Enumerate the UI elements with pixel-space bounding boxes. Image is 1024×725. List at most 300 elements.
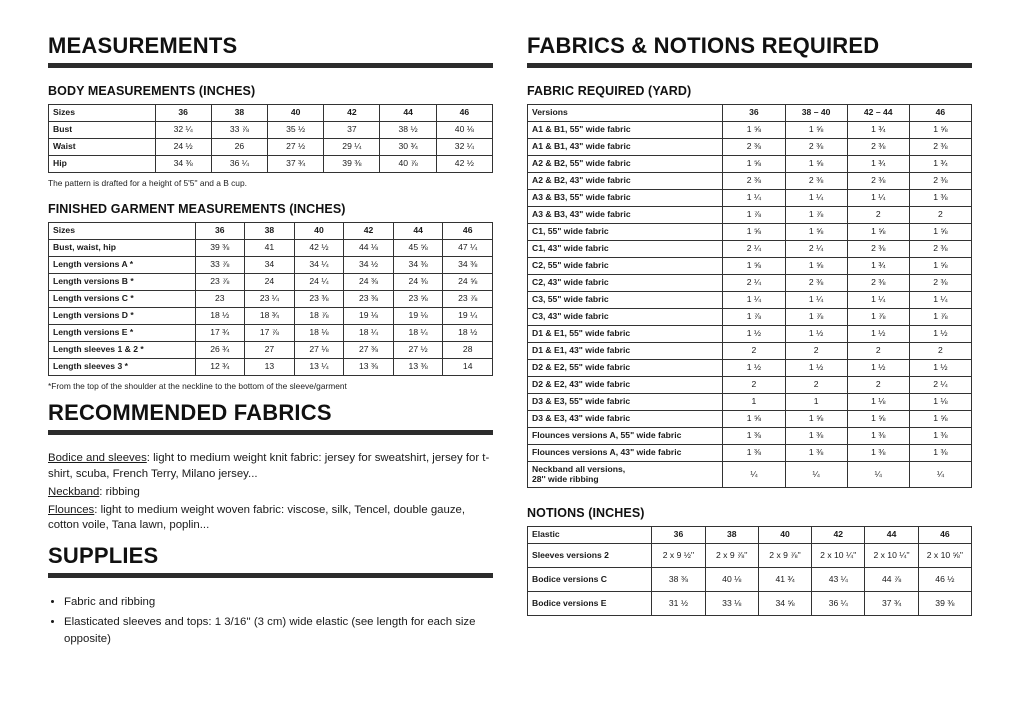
recommended-paragraph xyxy=(48,503,493,534)
cell: 17 ¾ xyxy=(195,325,245,342)
recommended-paragraph xyxy=(48,451,493,482)
recommended-paragraph xyxy=(48,485,493,501)
cell: 2 xyxy=(909,343,971,360)
cell: 23 ⅜ xyxy=(344,291,394,308)
cell: 34 ⅝ xyxy=(758,592,811,616)
column-header: 42 xyxy=(324,105,380,122)
cell: 37 xyxy=(324,122,380,139)
column-header: 36 xyxy=(723,105,785,122)
row-label: A3 & B3, 55" wide fabric xyxy=(528,190,723,207)
cell: 1 ⅝ xyxy=(723,258,785,275)
table-row xyxy=(528,360,972,377)
column-header: 42 – 44 xyxy=(847,105,909,122)
cell: 1 ⅝ xyxy=(909,411,971,428)
cell: ¼ xyxy=(785,462,847,488)
cell: 2 ⅜ xyxy=(785,275,847,292)
table-row xyxy=(528,258,972,275)
table-row xyxy=(49,156,493,173)
flounces-text: : light to medium weight woven fabric: viscose, silk, Tencel, double gauze, cotton voile, Tana lawn, poplin... xyxy=(48,503,466,532)
heading-rule xyxy=(48,63,493,68)
cell: 2 ¼ xyxy=(723,275,785,292)
cell: 30 ¾ xyxy=(380,139,436,156)
row-label: Waist xyxy=(49,139,156,156)
cell: 23 xyxy=(195,291,245,308)
cell: 41 xyxy=(245,240,295,257)
table-row xyxy=(49,122,493,139)
cell: 1 ⅝ xyxy=(847,411,909,428)
cell: 34 ¼ xyxy=(294,257,344,274)
cell: 32 ¼ xyxy=(155,122,211,139)
supplies-list xyxy=(48,594,493,647)
cell: 36 ¼ xyxy=(812,592,865,616)
cell: 13 xyxy=(245,359,295,376)
cell: 2 ⅜ xyxy=(723,139,785,156)
cell: 1 xyxy=(785,394,847,411)
table-header-row xyxy=(528,105,972,122)
cell: 2 ⅜ xyxy=(847,241,909,258)
cell: 1 ⅜ xyxy=(847,428,909,445)
column-header: Sizes xyxy=(49,105,156,122)
cell: 1 ½ xyxy=(909,360,971,377)
row-label: Flounces versions A, 43" wide fabric xyxy=(528,445,723,462)
row-label: D3 & E3, 55" wide fabric xyxy=(528,394,723,411)
right-column xyxy=(527,34,972,715)
cell: 2 ⅜ xyxy=(847,139,909,156)
list-item: • Fabric and ribbing xyxy=(64,594,493,610)
row-label: D2 & E2, 43" wide fabric xyxy=(528,377,723,394)
body-measurements-note: The pattern is drafted for a height of 5'5'' and a B cup. xyxy=(48,178,247,189)
cell: 1 ⅝ xyxy=(785,411,847,428)
cell: 27 xyxy=(245,342,295,359)
cell: 18 ⅛ xyxy=(294,325,344,342)
row-label: Neckband all versions, 28'' wide ribbing xyxy=(528,462,723,488)
table-row xyxy=(49,139,493,156)
cell: 1 ¼ xyxy=(847,292,909,309)
cell: 34 xyxy=(245,257,295,274)
row-label: Sleeves versions 2 xyxy=(528,544,652,568)
table-row xyxy=(49,291,493,308)
column-header: 46 xyxy=(436,105,492,122)
table-row xyxy=(528,592,972,616)
cell: 12 ¾ xyxy=(195,359,245,376)
cell: 2 xyxy=(785,343,847,360)
table-row xyxy=(528,462,972,488)
cell: 13 ¼ xyxy=(294,359,344,376)
cell: 1 ¼ xyxy=(909,292,971,309)
cell: 13 ⅜ xyxy=(393,359,443,376)
cell: 34 ⅜ xyxy=(155,156,211,173)
cell: 1 ½ xyxy=(847,360,909,377)
column-header: 38 xyxy=(705,527,758,544)
cell: 1 ⅝ xyxy=(909,258,971,275)
cell: 37 ¾ xyxy=(865,592,918,616)
cell: 1 ½ xyxy=(785,360,847,377)
column-header: Sizes xyxy=(49,223,196,240)
row-label: Length versions A * xyxy=(49,257,196,274)
cell: 26 ¾ xyxy=(195,342,245,359)
cell: 19 ⅛ xyxy=(344,308,394,325)
table-row xyxy=(528,224,972,241)
list-item: • Elasticated sleeves and tops: 1 3/16'' (3 cm) wide elastic (see length for each size opposite) xyxy=(64,614,493,646)
column-header: 44 xyxy=(393,223,443,240)
row-label: D1 & E1, 55" wide fabric xyxy=(528,326,723,343)
column-header: 46 xyxy=(443,223,493,240)
cell: 2 ¼ xyxy=(785,241,847,258)
finished-measurements-subheading: FINISHED GARMENT MEASUREMENTS (INCHES) xyxy=(48,202,346,217)
cell: 2 xyxy=(847,343,909,360)
row-label: C3, 55" wide fabric xyxy=(528,292,723,309)
cell: 1 ⅝ xyxy=(723,224,785,241)
cell: 1 ¼ xyxy=(723,190,785,207)
cell: 19 ⅛ xyxy=(393,308,443,325)
cell: 1 ⅞ xyxy=(785,309,847,326)
cell: 1 ¾ xyxy=(847,122,909,139)
row-label: Hip xyxy=(49,156,156,173)
row-label: Length versions E * xyxy=(49,325,196,342)
cell: 34 ⅜ xyxy=(393,257,443,274)
column-header: 40 xyxy=(268,105,324,122)
cell: 13 ⅜ xyxy=(344,359,394,376)
cell: 27 ⅛ xyxy=(294,342,344,359)
cell: 24 xyxy=(245,274,295,291)
cell: 2 x 10 ⅝'' xyxy=(918,544,971,568)
cell: 1 ⅝ xyxy=(847,224,909,241)
cell: 24 ⅝ xyxy=(443,274,493,291)
column-header: 38 xyxy=(245,223,295,240)
cell: 27 ⅜ xyxy=(344,342,394,359)
cell: 1 ½ xyxy=(785,326,847,343)
cell: 26 xyxy=(211,139,267,156)
cell: 27 ½ xyxy=(268,139,324,156)
cell: 2 x 9 ⅞'' xyxy=(758,544,811,568)
column-header: 36 xyxy=(652,527,705,544)
cell: 23 ⅞ xyxy=(195,274,245,291)
row-label: C3, 43" wide fabric xyxy=(528,309,723,326)
table-header-row xyxy=(49,223,493,240)
column-header: 44 xyxy=(865,527,918,544)
cell: ¼ xyxy=(847,462,909,488)
cell: 34 ⅜ xyxy=(443,257,493,274)
cell: 1 ⅝ xyxy=(723,122,785,139)
cell: 2 xyxy=(723,343,785,360)
cell: 2 ⅜ xyxy=(785,139,847,156)
cell: 2 xyxy=(847,207,909,224)
finished-measurements-note: *From the top of the shoulder at the neckline to the bottom of the sleeve/garment xyxy=(48,381,347,392)
cell: 1 ⅝ xyxy=(785,224,847,241)
cell: 1 ⅜ xyxy=(723,428,785,445)
row-label: A2 & B2, 43" wide fabric xyxy=(528,173,723,190)
cell: 27 ½ xyxy=(393,342,443,359)
row-label: Length versions B * xyxy=(49,274,196,291)
column-header: 44 xyxy=(380,105,436,122)
cell: 1 ⅜ xyxy=(785,445,847,462)
row-label: D3 & E3, 43" wide fabric xyxy=(528,411,723,428)
table-row xyxy=(49,308,493,325)
row-label: D2 & E2, 55" wide fabric xyxy=(528,360,723,377)
cell: 1 ½ xyxy=(909,326,971,343)
cell: 2 ⅜ xyxy=(909,275,971,292)
table-row xyxy=(49,325,493,342)
cell: 2 xyxy=(785,377,847,394)
measurements-heading: MEASUREMENTS xyxy=(48,33,238,58)
table-row xyxy=(528,173,972,190)
cell: 31 ½ xyxy=(652,592,705,616)
cell: 1 ⅞ xyxy=(723,309,785,326)
cell: 23 ⅝ xyxy=(393,291,443,308)
row-label: Bodice versions E xyxy=(528,592,652,616)
table-header-row xyxy=(49,105,493,122)
cell: 1 xyxy=(723,394,785,411)
cell: 1 ⅜ xyxy=(909,190,971,207)
cell: 2 ⅜ xyxy=(847,173,909,190)
row-label: C1, 43" wide fabric xyxy=(528,241,723,258)
heading-rule xyxy=(527,63,972,68)
cell: 17 ⅞ xyxy=(245,325,295,342)
table-row xyxy=(528,275,972,292)
cell: 1 ⅜ xyxy=(847,445,909,462)
cell: 1 ⅝ xyxy=(785,122,847,139)
cell: 39 ⅜ xyxy=(324,156,380,173)
cell: 18 ½ xyxy=(195,308,245,325)
cell: 1 ½ xyxy=(847,326,909,343)
row-label: Bodice versions C xyxy=(528,568,652,592)
cell: 1 ½ xyxy=(723,360,785,377)
table-row xyxy=(528,377,972,394)
fabric-required-table xyxy=(527,104,972,488)
table-row xyxy=(528,292,972,309)
cell: 46 ½ xyxy=(918,568,971,592)
table-row xyxy=(49,257,493,274)
cell: 1 ⅞ xyxy=(909,309,971,326)
table-row xyxy=(528,326,972,343)
cell: 18 ⅞ xyxy=(294,308,344,325)
cell: 2 xyxy=(909,207,971,224)
table-row xyxy=(528,544,972,568)
cell: 18 ½ xyxy=(443,325,493,342)
cell: ¼ xyxy=(723,462,785,488)
column-header: 42 xyxy=(344,223,394,240)
cell: 18 ¾ xyxy=(245,308,295,325)
neckband-text: : ribbing xyxy=(99,485,140,498)
table-row xyxy=(528,241,972,258)
cell: 2 ⅜ xyxy=(909,241,971,258)
cell: 1 ⅝ xyxy=(723,411,785,428)
cell: 33 ⅞ xyxy=(195,257,245,274)
table-row xyxy=(49,342,493,359)
row-label: A2 & B2, 55" wide fabric xyxy=(528,156,723,173)
table-row xyxy=(49,274,493,291)
cell: 2 ⅜ xyxy=(909,173,971,190)
row-label: Length versions C * xyxy=(49,291,196,308)
cell: 1 ¼ xyxy=(785,190,847,207)
table-row xyxy=(528,190,972,207)
neckband-label: Neckband xyxy=(48,485,100,498)
row-label: A1 & B1, 43" wide fabric xyxy=(528,139,723,156)
cell: 39 ⅜ xyxy=(195,240,245,257)
cell: 24 ½ xyxy=(155,139,211,156)
cell: 40 ⅛ xyxy=(436,122,492,139)
cell: 44 ⅞ xyxy=(865,568,918,592)
cell: 1 ⅝ xyxy=(785,156,847,173)
table-row xyxy=(528,394,972,411)
cell: 1 ⅝ xyxy=(909,122,971,139)
cell: 28 xyxy=(443,342,493,359)
table-row xyxy=(528,122,972,139)
column-header: 46 xyxy=(909,105,971,122)
table-row xyxy=(528,428,972,445)
cell: 2 x 10 ¼'' xyxy=(865,544,918,568)
row-label: A3 & B3, 43" wide fabric xyxy=(528,207,723,224)
finished-measurements-table xyxy=(48,222,493,376)
row-label: C2, 55" wide fabric xyxy=(528,258,723,275)
cell: 23 ¼ xyxy=(245,291,295,308)
cell: 2 ¼ xyxy=(723,241,785,258)
cell: 2 ⅜ xyxy=(723,173,785,190)
bodice-sleeves-label: Bodice and sleeves xyxy=(48,452,147,465)
cell: 1 ⅛ xyxy=(909,394,971,411)
cell: 1 ¾ xyxy=(909,156,971,173)
flounces-label: Flounces xyxy=(48,503,95,516)
cell: 14 xyxy=(443,359,493,376)
cell: 29 ¼ xyxy=(324,139,380,156)
cell: 39 ⅜ xyxy=(918,592,971,616)
table-row xyxy=(528,156,972,173)
cell: 38 ½ xyxy=(380,122,436,139)
table-row xyxy=(528,343,972,360)
cell: 23 ⅜ xyxy=(294,291,344,308)
column-header: 40 xyxy=(294,223,344,240)
cell: 1 ⅞ xyxy=(723,207,785,224)
row-label: D1 & E1, 43" wide fabric xyxy=(528,343,723,360)
row-label: Flounces versions A, 55" wide fabric xyxy=(528,428,723,445)
cell: 1 ⅜ xyxy=(909,445,971,462)
cell: 1 ⅜ xyxy=(909,428,971,445)
cell: 1 ⅝ xyxy=(909,224,971,241)
notions-subheading: NOTIONS (INCHES) xyxy=(527,506,645,521)
cell: 44 ⅛ xyxy=(344,240,394,257)
fabrics-notions-heading: FABRICS & NOTIONS REQUIRED xyxy=(527,33,880,58)
cell: 1 ¼ xyxy=(785,292,847,309)
column-header: Versions xyxy=(528,105,723,122)
cell: 1 ⅜ xyxy=(723,445,785,462)
row-label: C1, 55" wide fabric xyxy=(528,224,723,241)
heading-rule xyxy=(48,573,493,578)
cell: 1 ⅛ xyxy=(847,394,909,411)
column-header: 40 xyxy=(758,527,811,544)
cell: 2 ⅜ xyxy=(785,173,847,190)
cell: 38 ⅜ xyxy=(652,568,705,592)
cell: 2 x 10 ¼'' xyxy=(812,544,865,568)
column-header: 36 xyxy=(195,223,245,240)
cell: 41 ¾ xyxy=(758,568,811,592)
bodice-sleeves-text: : light to medium weight knit fabric: jersey for sweatshirt, jersey for t-shirt, scuba, French Terry, Milano jersey... xyxy=(48,452,490,481)
table-row xyxy=(528,568,972,592)
cell: 43 ¼ xyxy=(812,568,865,592)
table-row xyxy=(528,139,972,156)
row-label: Length sleeves 3 * xyxy=(49,359,196,376)
table-header-row xyxy=(528,527,972,544)
cell: 24 ¼ xyxy=(294,274,344,291)
table-row xyxy=(528,445,972,462)
cell: 45 ⅝ xyxy=(393,240,443,257)
cell: 2 ¼ xyxy=(909,377,971,394)
cell: 37 ¾ xyxy=(268,156,324,173)
cell: 47 ¼ xyxy=(443,240,493,257)
cell: 36 ¼ xyxy=(211,156,267,173)
row-label: Length versions D * xyxy=(49,308,196,325)
column-header: 42 xyxy=(812,527,865,544)
cell: 1 ¼ xyxy=(847,190,909,207)
cell: ¼ xyxy=(909,462,971,488)
cell: 24 ⅜ xyxy=(393,274,443,291)
cell: 2 x 9 ⅞'' xyxy=(705,544,758,568)
cell: 18 ¼ xyxy=(393,325,443,342)
row-label: Bust, waist, hip xyxy=(49,240,196,257)
cell: 1 ⅞ xyxy=(785,207,847,224)
cell: 1 ¾ xyxy=(847,156,909,173)
cell: 2 xyxy=(847,377,909,394)
column-header: Elastic xyxy=(528,527,652,544)
cell: 1 ¾ xyxy=(847,258,909,275)
fabric-required-subheading: FABRIC REQUIRED (YARD) xyxy=(527,84,692,99)
cell: 34 ½ xyxy=(344,257,394,274)
supplies-heading: SUPPLIES xyxy=(48,543,159,569)
body-measurements-subheading: BODY MEASUREMENTS (INCHES) xyxy=(48,84,256,99)
column-header: 46 xyxy=(918,527,971,544)
row-label: Bust xyxy=(49,122,156,139)
heading-rule xyxy=(48,430,493,435)
cell: 1 ⅜ xyxy=(785,428,847,445)
cell: 1 ⅝ xyxy=(723,156,785,173)
left-column xyxy=(48,34,493,715)
cell: 23 ⅞ xyxy=(443,291,493,308)
cell: 2 x 9 ½'' xyxy=(652,544,705,568)
recommended-fabrics-heading: RECOMMENDED FABRICS xyxy=(48,400,332,426)
body-measurements-table xyxy=(48,104,493,173)
cell: 32 ¼ xyxy=(436,139,492,156)
column-header: 36 xyxy=(155,105,211,122)
cell: 24 ⅜ xyxy=(344,274,394,291)
column-header: 38 xyxy=(211,105,267,122)
table-row xyxy=(528,411,972,428)
cell: 33 ⅞ xyxy=(211,122,267,139)
cell: 40 ⅞ xyxy=(380,156,436,173)
row-label: Length sleeves 1 & 2 * xyxy=(49,342,196,359)
table-row xyxy=(49,359,493,376)
row-label: C2, 43" wide fabric xyxy=(528,275,723,292)
cell: 18 ¼ xyxy=(344,325,394,342)
table-row xyxy=(49,240,493,257)
row-label: A1 & B1, 55" wide fabric xyxy=(528,122,723,139)
cell: 2 ⅜ xyxy=(909,139,971,156)
cell: 1 ⅞ xyxy=(847,309,909,326)
table-row xyxy=(528,207,972,224)
cell: 2 ⅜ xyxy=(847,275,909,292)
table-row xyxy=(528,309,972,326)
cell: 2 xyxy=(723,377,785,394)
cell: 1 ¼ xyxy=(723,292,785,309)
column-header: 38 – 40 xyxy=(785,105,847,122)
cell: 42 ½ xyxy=(294,240,344,257)
notions-table xyxy=(527,526,972,616)
cell: 33 ⅛ xyxy=(705,592,758,616)
cell: 19 ¼ xyxy=(443,308,493,325)
cell: 35 ½ xyxy=(268,122,324,139)
cell: 1 ⅝ xyxy=(785,258,847,275)
cell: 42 ½ xyxy=(436,156,492,173)
cell: 1 ½ xyxy=(723,326,785,343)
cell: 40 ⅛ xyxy=(705,568,758,592)
